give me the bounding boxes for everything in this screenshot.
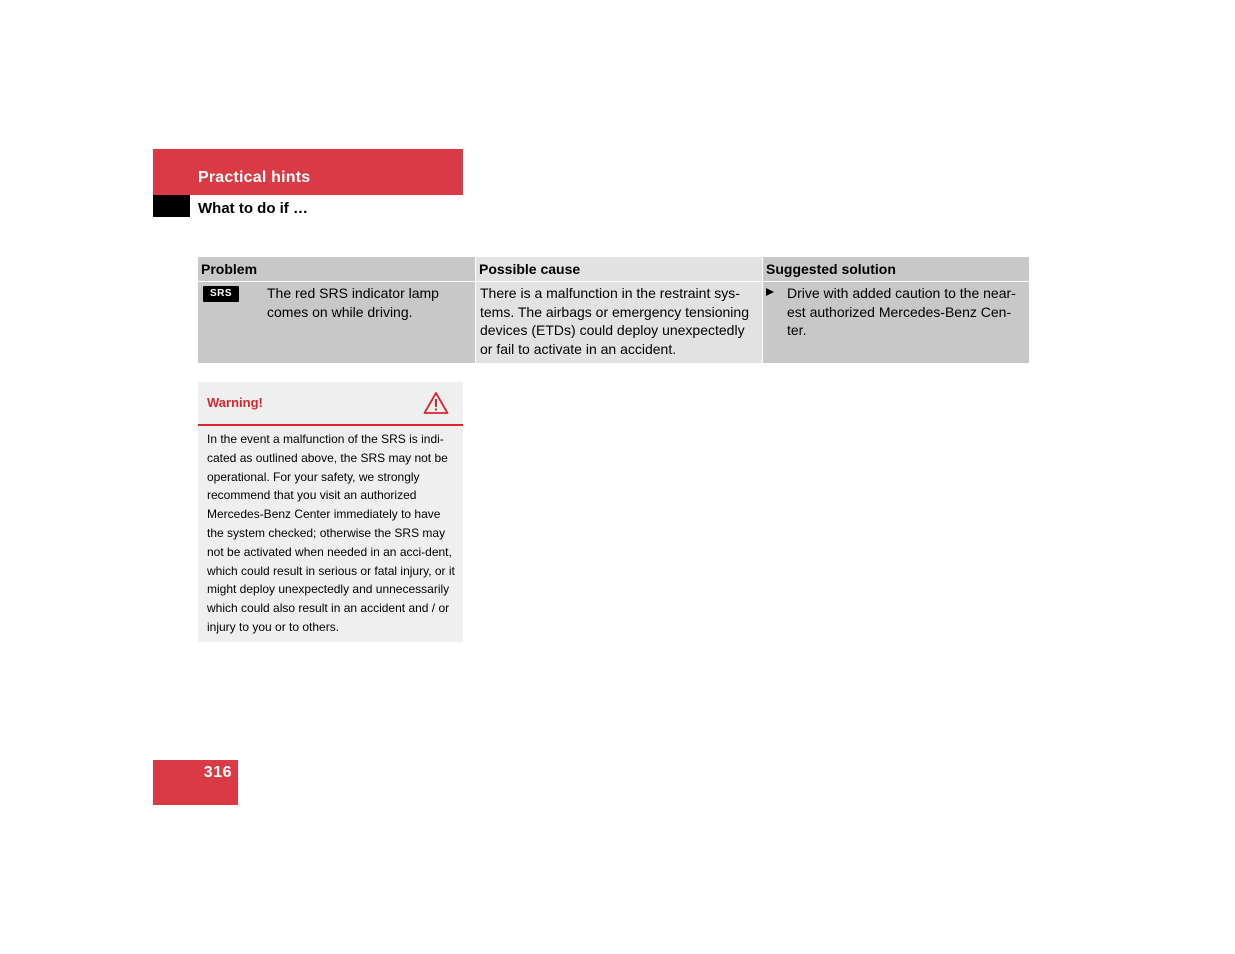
warning-box <box>198 382 463 642</box>
section-title: Practical hints <box>198 169 311 186</box>
table-cell-solution <box>763 282 1029 363</box>
warning-triangle-icon <box>423 391 449 415</box>
srs-indicator-icon: SRS <box>203 286 239 302</box>
section-tab-marker <box>153 195 190 217</box>
problem-text: The red SRS indicator lamp comes on while driving. <box>267 285 439 320</box>
column-header-cause: Possible cause <box>476 257 762 281</box>
page-number: 316 <box>203 764 232 781</box>
troubleshooting-table <box>198 257 1029 363</box>
page-number-tab <box>153 760 238 805</box>
column-header-solution: Suggested solution <box>763 257 1029 281</box>
column-header-problem: Problem <box>198 257 475 281</box>
warning-label: Warning! <box>207 395 263 410</box>
table-cell-cause: There is a malfunction in the restraint sys-tems. The airbags or emergency tensioning devices (ETDs) could deploy unexpectedly or fail to activate in an accident. <box>476 282 762 363</box>
warning-header <box>198 382 463 426</box>
solution-text: Drive with added caution to the near-est authorized Mercedes-Benz Cen-ter. <box>787 285 1016 339</box>
warning-text: In the event a malfunction of the SRS is indi-cated as outlined above, the SRS may not be operational. For your safety, we strongly recommend that you visit an authorized Mercedes-Benz Center immediately to have the system checked; otherwise the SRS may not be activated when needed in an acci-dent, which could result in serious or fatal injury, or it might deploy unexpectedly and unnecessarily which could also result in an accident and / or injury to you or to others. <box>207 432 455 634</box>
table-cell-problem <box>198 282 475 363</box>
action-arrow-icon <box>766 288 774 296</box>
subsection-title: What to do if … <box>198 200 308 217</box>
